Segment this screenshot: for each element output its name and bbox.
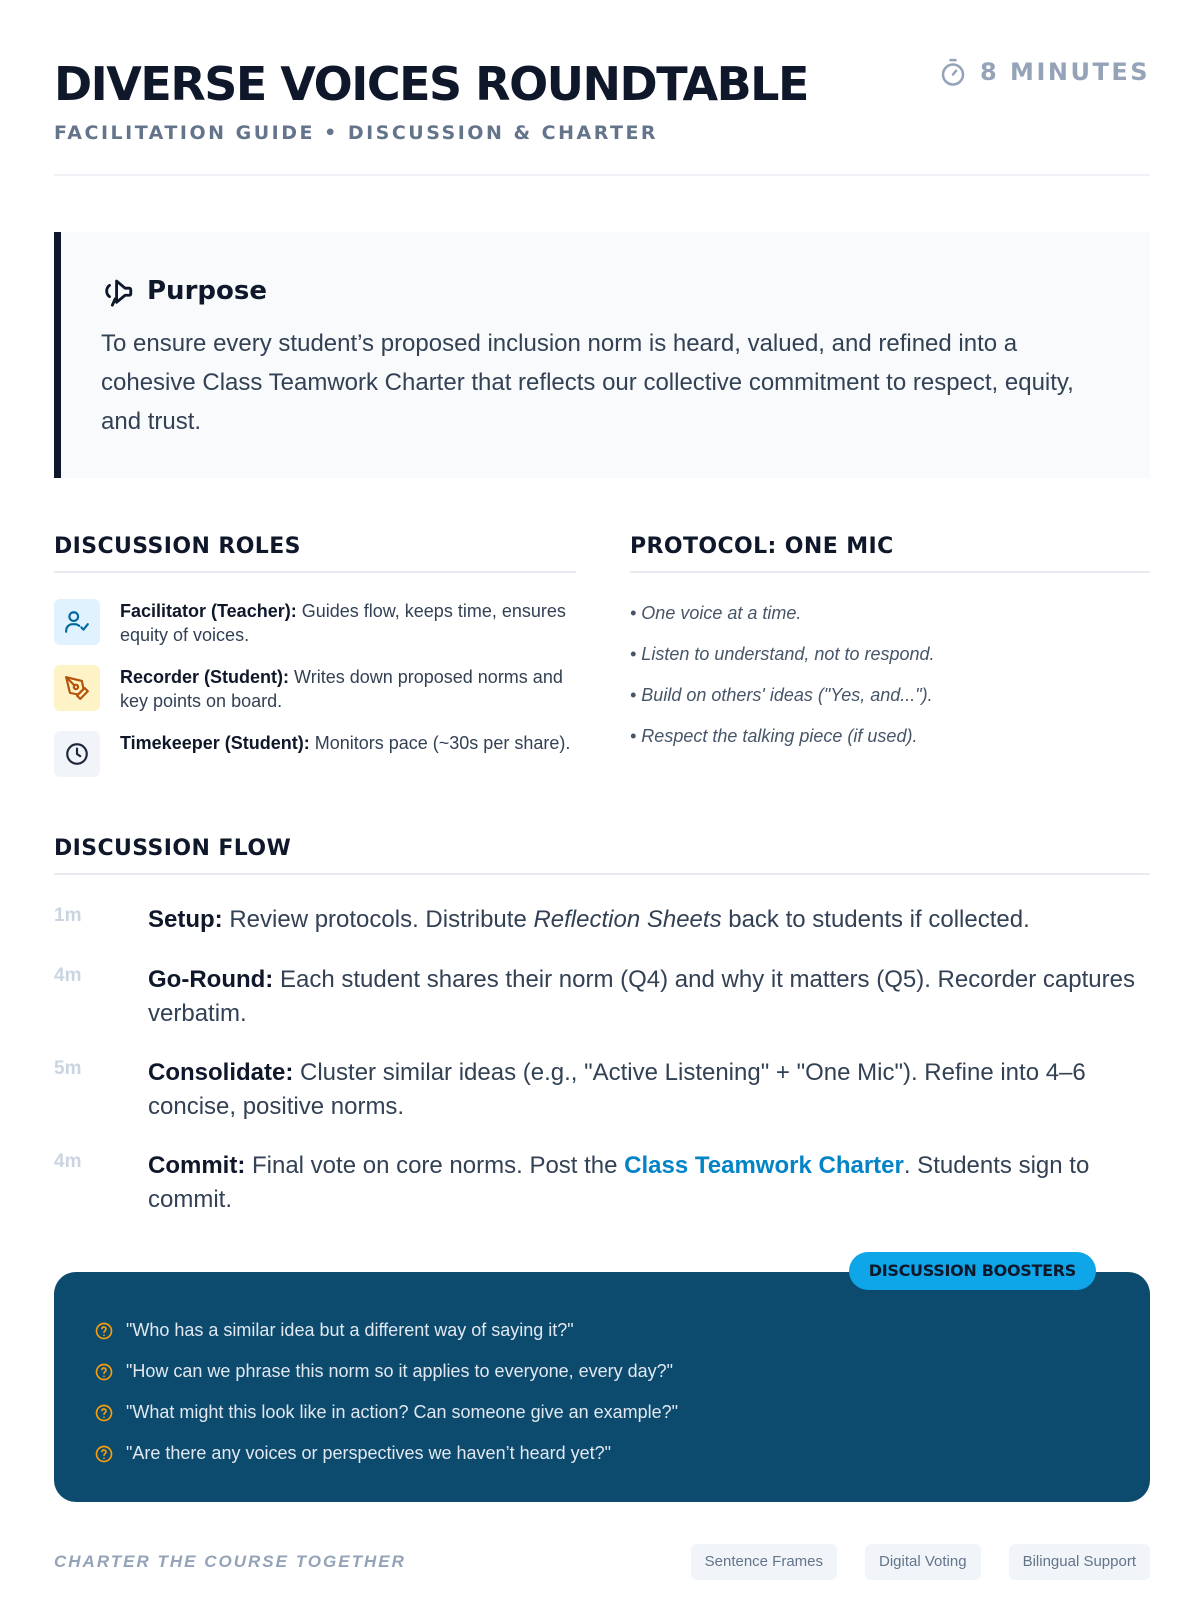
protocol-item: • Build on others' ideas ("Yes, and..."). [630, 685, 933, 705]
booster-text: "How can we phrase this norm so it applies to everyone, every day?" [126, 1361, 674, 1381]
duration-badge [938, 56, 1150, 88]
role-text [120, 599, 576, 647]
protocol-list [630, 601, 1150, 765]
flow-label: Consolidate: [148, 1059, 294, 1086]
megaphone-icon [101, 274, 135, 308]
clock-icon [64, 741, 90, 767]
role-name: Facilitator (Teacher): [120, 601, 297, 621]
role-desc: Monitors pace (~30s per share). [314, 733, 571, 753]
footer [54, 1544, 1150, 1580]
flow-text: Final vote on core norms. Post the [245, 1152, 625, 1179]
user-check-icon [64, 609, 90, 635]
chip-bilingual-support[interactable]: Bilingual Support [1009, 1544, 1150, 1580]
booster-item [94, 1392, 1110, 1433]
flow-text: . Students sign to commit. [148, 1152, 1090, 1213]
question-circle-icon [94, 1362, 114, 1382]
role-desc: Writes down proposed norms and key points on board. [120, 667, 563, 711]
flow-text: Review protocols. Distribute [222, 906, 534, 933]
role-desc: Guides flow, keeps time, ensures equity of voices. [120, 601, 566, 645]
timer-icon [938, 57, 968, 87]
charter-link[interactable]: Class Teamwork Charter [624, 1152, 904, 1179]
roles-list [54, 599, 576, 797]
role-icon-box [54, 731, 100, 777]
flow-emphasis: Reflection Sheets [533, 906, 722, 933]
flow-label: Setup: [148, 906, 223, 933]
flow-step-consolidate [54, 1056, 1150, 1149]
flow-step-commit [54, 1149, 1150, 1219]
question-circle-icon [94, 1321, 114, 1341]
role-icon-box [54, 599, 100, 645]
booster-text: "What might this look like in action? Can someone give an example?" [126, 1402, 679, 1422]
booster-item [94, 1433, 1110, 1474]
protocol-item: • Listen to understand, not to respond. [630, 644, 935, 664]
support-chips [691, 1544, 1150, 1580]
role-text [120, 731, 570, 755]
header [54, 56, 1150, 176]
booster-item [94, 1310, 1110, 1351]
flow-title: DISCUSSION FLOW [54, 836, 1150, 875]
flow-time: 5m [54, 1058, 82, 1079]
protocol-section [630, 534, 1150, 765]
role-name: Timekeeper (Student): [120, 733, 310, 753]
discussion-boosters-card [54, 1261, 1150, 1502]
purpose-title: Purpose [147, 276, 267, 306]
role-icon-box [54, 665, 100, 711]
page-title: DIVERSE VOICES ROUNDTABLE [54, 57, 808, 111]
flow-text: back to students if collected. [721, 906, 1030, 933]
booster-text: "Who has a similar idea but a different way of saying it?" [126, 1320, 574, 1340]
footer-tagline: CHARTER THE COURSE TOGETHER [54, 1552, 406, 1571]
discussion-flow-section [54, 836, 1150, 1219]
role-item-timekeeper [54, 731, 576, 797]
page [54, 0, 1150, 1600]
protocol-item: • One voice at a time. [630, 603, 802, 623]
chip-digital-voting[interactable]: Digital Voting [865, 1544, 981, 1580]
booster-item [94, 1351, 1110, 1392]
flow-text: Each student shares their norm (Q4) and why it matters (Q5). Recorder captures verbatim. [148, 966, 1135, 1027]
flow-step-setup [54, 903, 1150, 963]
protocol-item: • Respect the talking piece (if used). [630, 726, 918, 746]
booster-text: "Are there any voices or perspectives we haven’t heard yet?" [126, 1443, 612, 1463]
page-subtitle: FACILITATION GUIDE • DISCUSSION & CHARTER [54, 122, 659, 144]
role-item-facilitator [54, 599, 576, 665]
protocol-title: PROTOCOL: ONE MIC [630, 534, 1150, 573]
duration-text: 8 MINUTES [980, 58, 1150, 86]
purpose-text: To ensure every student’s proposed inclusion norm is heard, valued, and refined into a cohesive Class Teamwork Charter that reflects our collective commitment to respect, equity, and trust. [101, 330, 1074, 435]
chip-sentence-frames[interactable]: Sentence Frames [691, 1544, 837, 1580]
discussion-roles-section [54, 534, 576, 797]
flow-text: Cluster similar ideas (e.g., "Active Listening" + "One Mic"). Refine into 4–6 concise, positive norms. [148, 1059, 1086, 1120]
role-item-recorder [54, 665, 576, 731]
flow-list [54, 903, 1150, 1219]
purpose-heading [101, 274, 1090, 308]
flow-label: Commit: [148, 1152, 246, 1179]
flow-label: Go-Round: [148, 966, 274, 993]
flow-time: 4m [54, 965, 82, 986]
roles-title: DISCUSSION ROLES [54, 534, 576, 573]
flow-time: 1m [54, 905, 82, 926]
flow-time: 4m [54, 1151, 82, 1172]
pen-icon [64, 675, 90, 701]
boosters-badge: DISCUSSION BOOSTERS [849, 1252, 1096, 1290]
role-text [120, 665, 576, 713]
question-circle-icon [94, 1444, 114, 1464]
role-name: Recorder (Student): [120, 667, 290, 687]
question-circle-icon [94, 1403, 114, 1423]
flow-step-go-round [54, 963, 1150, 1056]
purpose-card [54, 232, 1150, 478]
